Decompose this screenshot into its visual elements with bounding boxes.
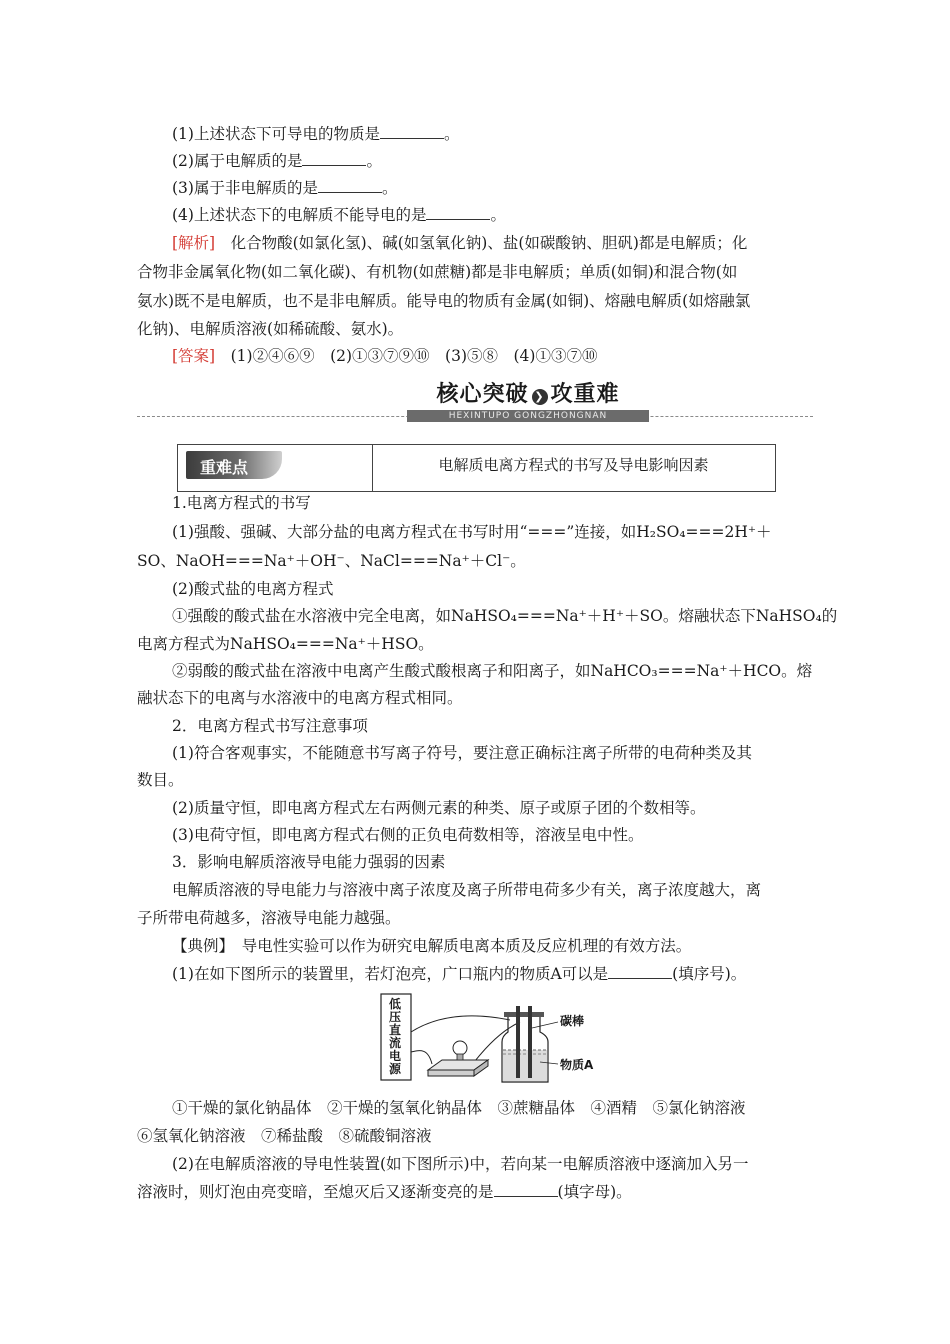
carbon-rod-label: 碳棒 — [560, 1014, 585, 1028]
analysis-tag: [解析] — [172, 234, 216, 252]
keypoint-box — [177, 444, 776, 492]
heading-3: 3．影响电解质溶液导电能力强弱的因素 — [172, 853, 446, 871]
options-line: ①干燥的氯化钠晶体 ②干燥的氢氧化钠晶体 ③蔗糖晶体 ④酒精 ⑤氯化钠溶液 — [172, 1099, 746, 1117]
apparatus-diagram — [380, 992, 580, 1088]
analysis-line: [解析] 化合物酸(如氯化氢)、碱(如氢氧化钠)、盐(如碳酸钠、胆矾)都是电解质；化 — [172, 234, 748, 252]
answer-blank[interactable] — [318, 178, 382, 193]
chevron-right-icon: ❯ — [532, 389, 548, 405]
answer-blank[interactable] — [302, 151, 366, 166]
example-q2: (2)在电解质溶液的导电性装置(如下图所示)中，若向某一电解质溶液中逐滴加入另一 — [172, 1155, 749, 1173]
body-line: ②弱酸的酸式盐在溶液中电离产生酸式酸根离子和阳离子，如NaHCO₃===Na⁺＋HCO。熔 — [172, 662, 813, 680]
example-intro: 【典例】 导电性实验可以作为研究电解质电离本质及反应机理的有效方法。 — [172, 937, 692, 955]
question-3: (3)属于非电解质的是 。 — [172, 179, 398, 197]
body-line: 电解质溶液的导电能力与溶液中离子浓度及离子所带电荷多少有关，离子浓度越大，离 — [172, 881, 762, 899]
question-1: (1)上述状态下可导电的物质是 。 — [172, 125, 460, 143]
answer-blank[interactable] — [426, 205, 490, 220]
body-line: (2)质量守恒，即电离方程式左右两侧元素的种类、原子或原子团的个数相等。 — [172, 799, 706, 817]
answer-blank[interactable] — [380, 124, 444, 139]
body-line: 电离方程式为NaHSO₄===Na⁺＋HSO。 — [137, 635, 434, 653]
body-line: (3)电荷守恒，即电离方程式右侧的正负电荷数相等，溶液呈电中性。 — [172, 826, 644, 844]
options-line: ⑥氢氧化钠溶液 ⑦稀盐酸 ⑧硫酸铜溶液 — [137, 1127, 432, 1145]
question-2: (2)属于电解质的是 。 — [172, 152, 382, 170]
keypoint-tab: 重难点 — [186, 451, 282, 479]
banner-subtitle: HEXINTUPO GONGZHONGNAN — [407, 410, 649, 422]
answer-tag: [答案] — [172, 347, 216, 365]
answer-blank[interactable] — [494, 1182, 558, 1197]
body-line: (2)酸式盐的电离方程式 — [172, 580, 334, 598]
keypoint-title: 电解质电离方程式的书写及导电影响因素 — [438, 456, 709, 474]
body-line: (1)符合客观事实，不能随意书写离子符号，要注意正确标注离子所带的电荷种类及其 — [172, 744, 752, 762]
analysis-line: 化钠)、电解质溶液(如稀硫酸、氨水)。 — [137, 320, 404, 338]
analysis-line: 氨水)既不是电解质，也不是非电解质。能导电的物质有金属(如铜)、熔融电解质(如熔融氯 — [137, 292, 751, 310]
heading-2: 2．电离方程式书写注意事项 — [172, 717, 368, 735]
analysis-line: 合物非金属氧化物(如二氧化碳)、有机物(如蔗糖)都是非电解质；单质(如铜)和混合物(如 — [137, 263, 738, 281]
section-banner — [137, 378, 813, 424]
body-line: ①强酸的酸式盐在水溶液中完全电离，如NaHSO₄===Na⁺＋H⁺＋SO。熔融状态下NaHSO₄的 — [172, 607, 838, 625]
substance-a-label: 物质A — [560, 1058, 594, 1072]
answer-blank[interactable] — [608, 964, 672, 979]
apparatus-figure — [380, 992, 594, 1088]
body-line: SO、NaOH===Na⁺＋OH⁻、NaCl===Na⁺＋Cl⁻。 — [137, 552, 526, 570]
banner-title: 核心突破 ❯ 攻重难 — [407, 378, 649, 406]
example-tag: 【典例】 — [172, 937, 227, 955]
body-line: 数目。 — [137, 771, 184, 789]
body-line: 融状态下的电离与水溶液中的电离方程式相同。 — [137, 689, 463, 707]
question-4: (4)上述状态下的电解质不能导电的是 。 — [172, 206, 506, 224]
answer-line: [答案] (1)②④⑥⑨ (2)①③⑦⑨⑩ (3)⑤⑧ (4)①③⑦⑩ — [172, 347, 598, 365]
body-line: 子所带电荷越多，溶液导电能力越强。 — [137, 909, 401, 927]
example-q1: (1)在如下图所示的装置里，若灯泡亮，广口瓶内的物质A可以是 (填序号)。 — [172, 965, 747, 983]
body-line: (1)强酸、强碱、大部分盐的电离方程式在书写时用“===”连接，如H₂SO₄===2H⁺＋ — [172, 523, 772, 541]
heading-1: 1.电离方程式的书写 — [172, 494, 311, 512]
power-supply-label: 低压直流电源 — [389, 997, 402, 1076]
example-q2: 溶液时，则灯泡由亮变暗，至熄灭后又逐渐变亮的是 (填字母)。 — [137, 1183, 632, 1201]
